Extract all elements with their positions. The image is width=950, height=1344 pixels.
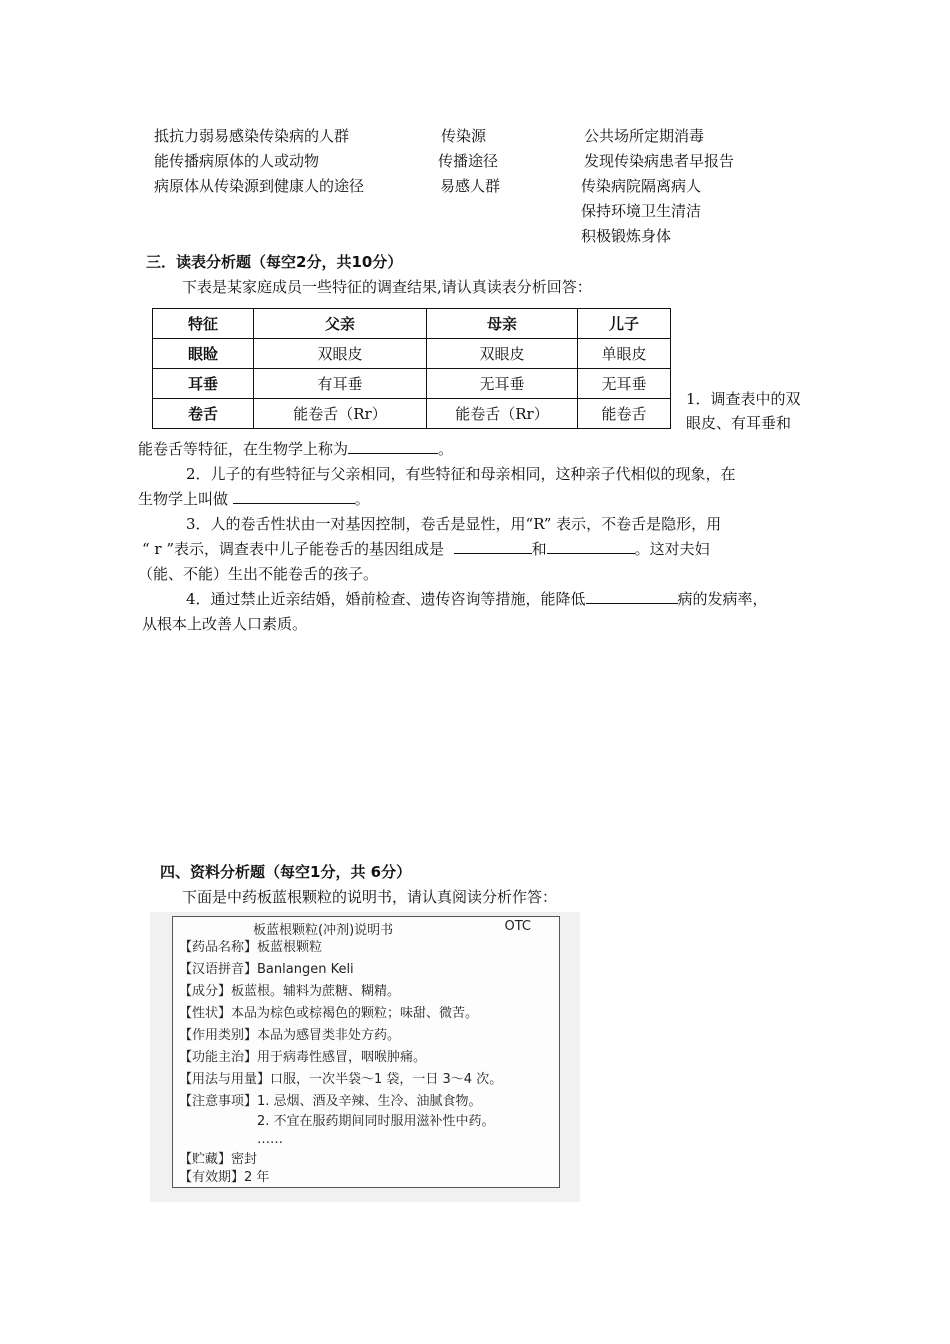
table-cell: 能卷舌（Rr） — [254, 399, 427, 429]
leaflet-line: 【注意事项】1. 忌烟、酒及辛辣、生冷、油腻食物。 — [179, 1094, 482, 1109]
q4-answer-blank[interactable] — [586, 589, 678, 604]
table-header-cell: 父亲 — [254, 309, 427, 339]
leaflet-header: 板蓝根颗粒(冲剂)说明书 — [253, 923, 394, 938]
q3-answer-blank-1[interactable] — [454, 539, 532, 554]
q3-and: 和 — [531, 540, 547, 558]
table-cell: 双眼皮 — [427, 339, 578, 369]
table-cell: 单眼皮 — [578, 339, 671, 369]
leaflet-line: 【有效期】2 年 — [179, 1170, 270, 1185]
medicine-leaflet — [172, 916, 560, 1188]
match-col2-item-2: 传播途径 — [438, 152, 499, 170]
q4-text-b: 病的发病率， — [677, 590, 768, 608]
q1-text-c: 能卷舌等特征，在生物学上称为 — [138, 440, 349, 458]
q1-end: 。 — [438, 440, 454, 458]
table-cell: 有耳垂 — [254, 369, 427, 399]
table-row — [153, 399, 671, 429]
match-col3-item-4: 保持环境卫生清洁 — [581, 202, 702, 220]
table-row — [153, 369, 671, 399]
otc-label: OTC — [504, 919, 531, 934]
trait-table — [152, 308, 671, 429]
q3-text-d: （能、不能）生出不能卷舌的孩子。 — [138, 565, 379, 583]
q2-line — [138, 489, 370, 509]
leaflet-line: 【功能主治】用于病毒性感冒，咽喉肿痛。 — [179, 1050, 427, 1065]
table-cell: 能卷舌（Rr） — [427, 399, 578, 429]
leaflet-line: 【贮藏】密封 — [179, 1152, 258, 1167]
leaflet-line: 【性状】本品为棕色或棕褐色的颗粒；味甜、微苦。 — [179, 1006, 479, 1021]
leaflet-line: 【汉语拼音】Banlangen Keli — [179, 962, 354, 977]
table-cell: 双眼皮 — [254, 339, 427, 369]
q1-line — [138, 439, 453, 459]
q2-text-b: 生物学上叫做 — [138, 490, 229, 508]
table-header-cell: 特征 — [153, 309, 254, 339]
leaflet-line: 【药品名称】板蓝根颗粒 — [179, 940, 323, 955]
table-cell: 卷舌 — [153, 399, 254, 429]
match-col3-item-2: 发现传染病患者早报告 — [584, 152, 735, 170]
match-col1-item-2: 能传播病原体的人或动物 — [154, 152, 320, 170]
q3-text-a: 3．人的卷舌性状由一对基因控制，卷舌是显性，用“R” 表示，不卷舌是隐形，用 — [186, 515, 722, 533]
match-col3-item-3: 传染病院隔离病人 — [581, 177, 702, 195]
table-header-cell: 母亲 — [427, 309, 578, 339]
q4-text-a: 4．通过禁止近亲结婚，婚前检查、遗传咨询等措施，能降低 — [186, 590, 586, 608]
table-cell: 无耳垂 — [427, 369, 578, 399]
section4-title: 四、资料分析题（每空1分，共 6分） — [160, 863, 412, 881]
q1-text-b: 眼皮、有耳垂和 — [686, 414, 792, 432]
q2-end: 。 — [354, 490, 370, 508]
leaflet-line: 【成分】板蓝根。辅料为蔗糖、糊精。 — [179, 984, 401, 999]
q4-line — [186, 589, 768, 609]
match-col3-item-5: 积极锻炼身体 — [581, 227, 672, 245]
section4-intro: 下面是中药板蓝根颗粒的说明书，请认真阅读分析作答： — [182, 888, 558, 906]
section3-intro: 下表是某家庭成员一些特征的调查结果,请认真读表分析回答： — [182, 278, 592, 296]
leaflet-line: 【作用类别】本品为感冒类非处方药。 — [179, 1028, 401, 1043]
table-cell: 能卷舌 — [578, 399, 671, 429]
match-col1-item-3: 病原体从传染源到健康人的途径 — [154, 177, 365, 195]
leaflet-line: …… — [179, 1132, 284, 1147]
table-header-row — [153, 309, 671, 339]
table-cell: 眼睑 — [153, 339, 254, 369]
q3-answer-blank-2[interactable] — [547, 539, 635, 554]
q1-text-a: 1．调查表中的双 — [686, 390, 801, 408]
match-col1-item-1: 抵抗力弱易感染传染病的人群 — [154, 127, 350, 145]
q3-text-b: “ r ”表示，调查表中儿子能卷舌的基因组成是 — [142, 540, 445, 558]
table-row — [153, 339, 671, 369]
leaflet-line: 【用法与用量】口服，一次半袋～1 袋，一日 3～4 次。 — [179, 1072, 503, 1087]
match-col3-item-1: 公共场所定期消毒 — [584, 127, 705, 145]
table-cell: 耳垂 — [153, 369, 254, 399]
table-header-cell: 儿子 — [578, 309, 671, 339]
q4-text-c: 从根本上改善人口素质。 — [142, 615, 308, 633]
q1-answer-blank[interactable] — [348, 439, 438, 454]
q2-answer-blank[interactable] — [233, 489, 355, 504]
match-col2-item-3: 易感人群 — [440, 177, 501, 195]
section3-title: 三．读表分析题（每空2分，共10分） — [146, 253, 403, 271]
table-cell: 无耳垂 — [578, 369, 671, 399]
match-col2-item-1: 传染源 — [441, 127, 487, 145]
q2-text-a: 2．儿子的有些特征与父亲相同，有些特征和母亲相同，这种亲子代相似的现象，在 — [186, 465, 736, 483]
leaflet-line: 2. 不宜在服药期间同时服用滋补性中药。 — [179, 1114, 495, 1129]
q3-text-c: 。这对夫妇 — [634, 540, 710, 558]
q3-line — [142, 539, 710, 559]
